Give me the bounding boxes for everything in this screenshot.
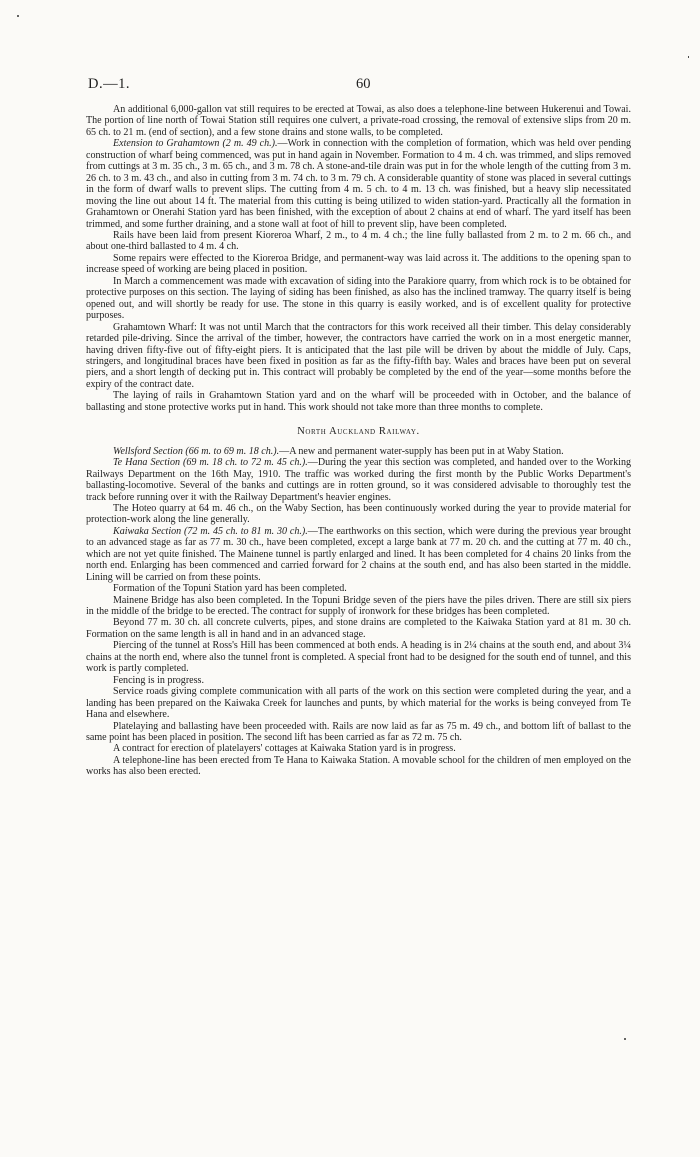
paragraph-grahamtown-extension [86,138,631,230]
paragraph-lead: Kaiwaka Section (72 m. 45 ch. to 81 m. 30 ch.). [113,525,308,537]
paragraph-text: Platelaying and ballasting have been proceeded with. Rails are now laid as far as 75 m. 49 ch., and bottom lift of ballast to the same point has been placed in position. The second lift has been carried as far as 72 m. 75 ch. [86,720,631,744]
paragraph-text: The laying of rails in Grahamtown Station yard and on the wharf will be proceeded with in October, and the balance of ballasting and stone protective works put in hand. This work should not take more than three months to complete. [86,390,631,413]
paragraph-grahamtown-wharf [86,322,631,391]
paragraph-text: Some repairs were effected to the Kioreroa Bridge, and permanent-way was laid across it. The additions to the opening span to increase speed of working are being placed in position. [86,252,631,276]
paragraph-rails-laid [86,230,631,253]
paragraph-fencing [86,675,631,686]
paragraph-lead: Te Hana Section (69 m. 18 ch. to 72 m. 45 ch.). [113,457,308,469]
paragraph-lead: Wellsford Section (66 m. to 69 m. 18 ch.). [113,445,280,457]
document-reference: D.—1. [88,76,130,92]
body-text [86,104,631,778]
paragraph-text: Formation of the Topuni Station yard has been completed. [113,583,347,595]
paragraph-wellsford-section [86,446,631,457]
paragraph-kioreroa-bridge [86,253,631,276]
paragraph-te-hana-section [86,457,631,503]
margin-speck-bottom [624,1038,626,1040]
paragraph-text: In March a commencement was made with excavation of siding into the Parakiore quarry, from which rock is to be obtained for protective purposes on this section. The laying of siding has been finished, as also has the inclined tramway. The quarry itself is being opened out, and will shortly be ready for use. The stone in this quarry is easily worked, and is of excellent quality for protective purposes. [86,275,631,322]
paragraph-text: Beyond 77 m. 30 ch. all concrete culverts, pipes, and stone drains are completed to the Kaiwaka Station yard at 81 m. 30 ch. Formation on the same length is all in hand and in an advanced stage. [86,617,631,640]
paragraph-service-roads [86,686,631,720]
paragraph-station-yard-rails [86,390,631,413]
paragraph-telephone-school [86,755,631,778]
paragraph-towai [86,104,631,138]
paragraph-ross-hill-tunnel [86,640,631,674]
section-heading: North Auckland Railway. [297,426,420,438]
paragraph-kaiwaka-section [86,526,631,583]
paragraph-bridges [86,595,631,618]
paragraph-text: Grahamtown Wharf: It was not until March that the contractors for this work received all their timber. This delay considerably retarded pile-driving. Since the arrival of the timber, however, the contractors have carried the work on in a most energetic manner, having driven fifty-five out of fifty-eight piers. It is anticipated that the last pile will be driven by about the middle of July. Caps, stringers, and longitudinal braces have been fixed in position as far as the fifty-fifth bay. Wales and braces have been put on several piers, and a short length of decking put in. This contract will probably be completed by the end of the year—some months before the expiry of the contract date. [86,321,631,390]
paragraph-text: Service roads giving complete communication with all parts of the work on this section were completed during the year, and a landing has been prepared on the Kaiwaka Creek for launches and punts, by which material for the works is being conveyed from Te Hana and elsewhere. [86,686,631,721]
paragraph-text: —A new and permanent water-supply has been put in at Waby Station. [279,445,564,457]
paragraph-hoteo-quarry [86,503,631,526]
paragraph-platelaying [86,721,631,744]
paragraph-cottages [86,743,631,754]
page-header [88,76,628,98]
page-number: 60 [356,76,371,92]
paragraph-text: —Work in connection with the completion of formation, which was held over pending construction of wharf being commenced, was put in hand again in November. Formation to 4 m. 4 ch. was trimmed, and slips removed from cuttings at 3 m. 35 ch., 3 m. 65 ch., and 3 m. 78 ch. A stone-and-tile drain was put in for the whole length of the cutting from 3 m. 26 ch. to 3 m. 43 ch., and also in cutting from 3 m. 74 ch. to 3 m. 79 ch. A considerable quantity of stone was placed in several cuttings in the form of dwarf walls to prevent slips. The cutting from 4 m. 5 ch. to 4 m. 13 ch. was finished, but a heavy slip necessitated moving the line out about 14 ft. The material from this cutting is being utilized to widen station-yard. Practically all the formation in Grahamtown or Onerahi Station yard has been finished, with the exception of about 2 chains at end of wharf. The yard itself has been trimmed, and some further draining, and a stone wall at foot of hill to prevent slip, have been completed. [86,138,631,230]
paragraph-text: The Hoteo quarry at 64 m. 46 ch., on the Waby Section, has been continuously worked during the year to provide material for protection-work along the line generally. [86,502,631,526]
margin-speck-top-right [688,56,689,58]
paragraph-topuni-yard [86,583,631,594]
margin-speck-top-left [17,15,19,17]
paragraph-culverts [86,617,631,640]
paragraph-text: Rails have been laid from present Kioreroa Wharf, 2 m., to 4 m. 4 ch.; the line fully ballasted from 2 m. to 2 m. 66 ch., and about one-third ballasted to 4 m. 4 ch. [86,229,631,253]
paragraph-text: —The earthworks on this section, which were during the previous year brought to an advanced stage as far as 77 m. 30 ch., have been completed, except a large bank at 77 m. 20 ch. and the cutting at 77 m. 40 ch., which are not yet quite finished. The Mainene tunnel is partly enlarged and lined. It has been completed for 4 chains 20 links from the north end. Enlarging has been commenced and carried forward for 2 chains at the south end, and has also been started in the middle. Lining will be carried on from these points. [86,525,631,583]
paragraph-text: —During the year this section was completed, and handed over to the Working Railways Department on the 16th May, 1910. The traffic was worked during the first month by the Public Works Department's ballasting-locomotive. Several of the banks and cuttings are in rotten ground, so it was considered advisable to thoroughly test the track before running over it with the Railway Department's heavier engines. [86,457,631,503]
paragraph-text: A contract for erection of platelayers' cottages at Kaiwaka Station yard is in progress. [113,743,456,755]
paragraph-text: Piercing of the tunnel at Ross's Hill has been commenced at both ends. A heading is in 2¼ chains at the south end, and about 3¼ chains at the north end, where also the tunnel front is completed. A special front had to be designed for the south end of tunnel, and this work is partly completed. [86,640,631,675]
paragraph-text: A telephone-line has been erected from Te Hana to Kaiwaka Station. A movable school for the children of men employed on the works has also been erected. [86,754,631,778]
paragraph-parakiore-quarry [86,276,631,322]
paragraph-text: Mainene Bridge has also been completed. In the Topuni Bridge seven of the piers have the piles driven. There are still six piers in the middle of the bridge to be erected. The contract for supply of ironwork for these bridges has been completed. [86,594,631,618]
paragraph-text: Fencing is in progress. [113,674,204,686]
paragraph-lead: Extension to Grahamtown (2 m. 49 ch.). [113,138,278,150]
paragraph-text: An additional 6,000-gallon vat still requires to be erected at Towai, as also does a telephone-line between Hukerenui and Towai. The portion of line north of Towai Station still requires one culvert, a private-road crossing, the removal of extensive slips from 20 m. 65 ch. to 21 m. (end of section), and a few stone drains and stone walls, to be completed. [86,104,631,138]
